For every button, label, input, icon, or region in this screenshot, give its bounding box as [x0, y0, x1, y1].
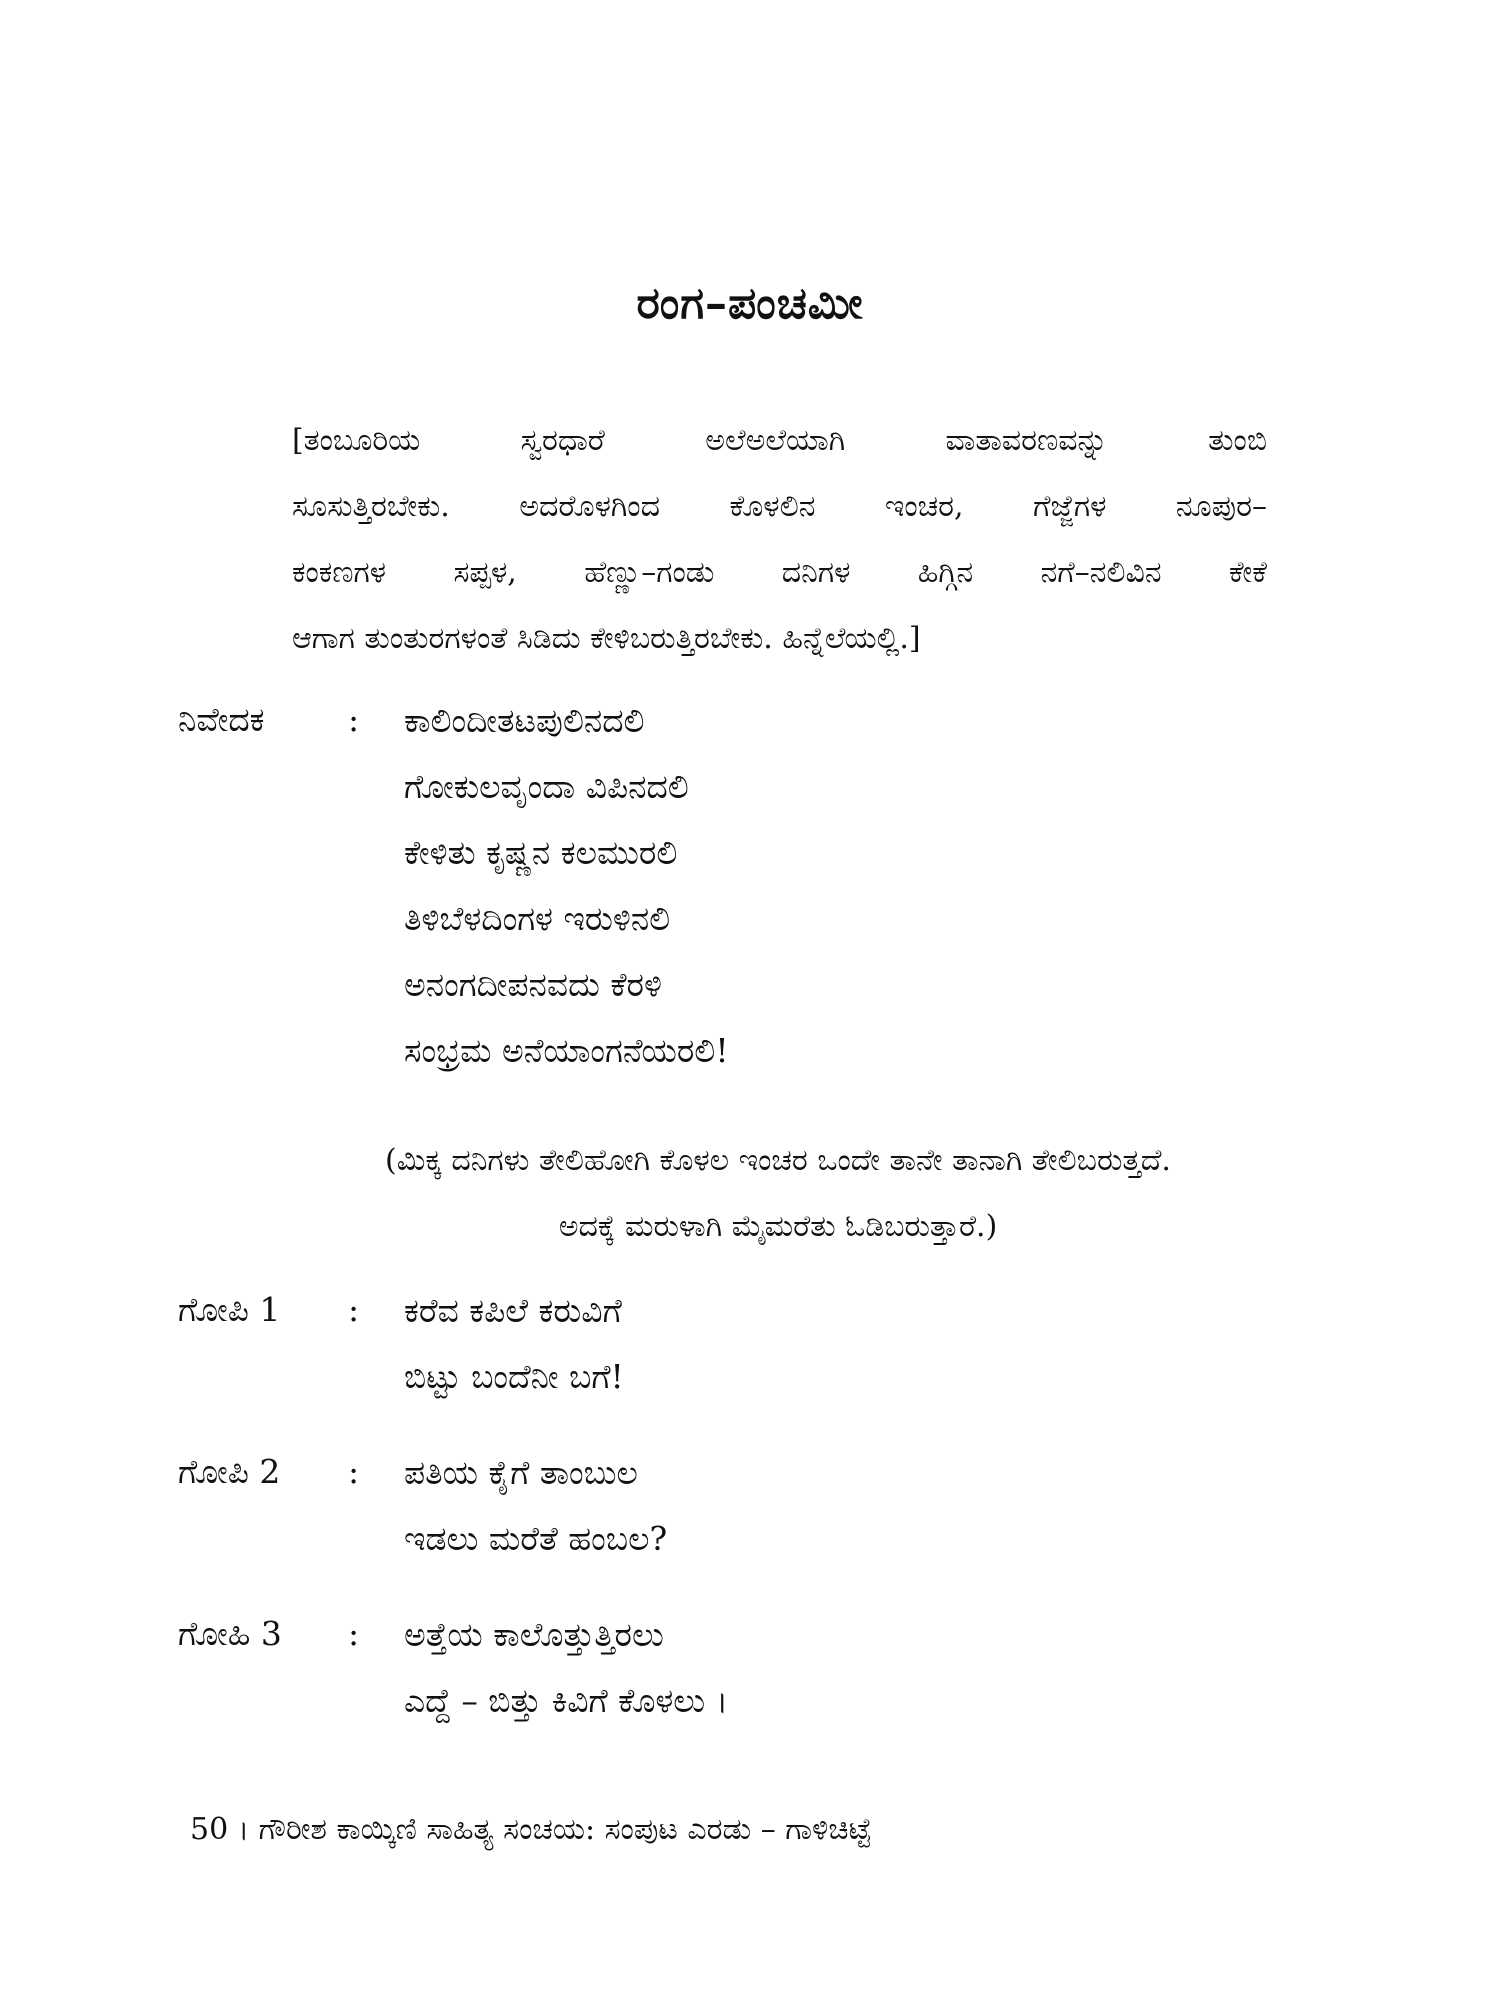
verse-lines	[404, 1614, 1264, 1746]
intro-line: ಆಗಾಗ ತುಂತುರಗಳಂತೆ ಸಿಡಿದು ಕೇಳಿಬರುತ್ತಿರಬೇಕು. ಹಿನ್ನೆಲೆಯಲ್ಲಿ.]	[292, 621, 921, 656]
verse-line: ಸಂಭ್ರಮ ಅನೆಯಾಂಗನೆಯರಲಿ!	[404, 1031, 729, 1070]
stage-direction-line: (ಮಿಕ್ಕ ದನಿಗಳು ತೇಲಿಹೋಗಿ ಕೊಳಲ ಇಂಚರ ಒಂದೇ ತಾನೇ ತಾನಾಗಿ ತೇಲಿಬರುತ್ತದೆ.	[385, 1143, 1171, 1178]
intro-stage-direction	[292, 408, 1267, 672]
page-title: ರಂಗ–ಪಂಚಮೀ	[636, 278, 864, 329]
verse-line: ಗೋಕುಲವೃಂದಾ ವಿಪಿನದಲಿ	[404, 767, 689, 806]
verse-line: ಅನಂಗದೀಪನವದು ಕೆರಳಿ	[404, 965, 662, 1004]
verse-line: ಕರೆವ ಕಪಿಲೆ ಕರುವಿಗೆ	[404, 1291, 622, 1330]
speaker-colon: :	[348, 1452, 360, 1491]
speaker-colon: :	[348, 1614, 360, 1653]
verse-line: ಕೇಳಿತು ಕೃಷ್ಣನ ಕಲಮುರಲಿ	[404, 833, 678, 872]
intro-line: ಸೂಸುತ್ತಿರಬೇಕು. ಅದರೊಳಗಿಂದ ಕೊಳಲಿನ ಇಂಚರ, ಗೆಜ್ಜೆಗಳ ನೂಪುರ–	[292, 489, 1267, 524]
stage-direction-line: ಅದಕ್ಕೆ ಮರುಳಾಗಿ ಮೈಮರೆತು ಓಡಿಬರುತ್ತಾರೆ.)	[558, 1209, 998, 1244]
speaker-name: ಗೋಪಿ 1	[178, 1290, 281, 1329]
speaker-colon: :	[348, 700, 360, 739]
verse-line: ಇಡಲು ಮರೆತೆ ಹಂಬಲ?	[404, 1519, 668, 1558]
speaker-name: ನಿವೇದಕ	[178, 700, 265, 739]
intro-line: ಕಂಕಣಗಳ ಸಪ್ಪಳ, ಹೆಣ್ಣು–ಗಂಡು ದನಿಗಳ ಹಿಗ್ಗಿನ ನಗೆ–ನಲಿವಿನ ಕೇಕೆ	[292, 555, 1267, 590]
verse-line: ಎದ್ದೆ – ಬಿತ್ತು ಕಿವಿಗೆ ಕೊಳಲು ।	[404, 1681, 729, 1720]
verse-lines	[404, 1290, 1264, 1422]
verse-lines	[404, 700, 1264, 1096]
intro-line: [ತಂಬೂರಿಯ ಸ್ವರಧಾರೆ ಅಲೆಅಲೆಯಾಗಿ ವಾತಾವರಣವನ್ನು ತುಂಬಿ	[292, 423, 1267, 458]
verse-line: ತಿಳಿಬೆಳದಿಂಗಳ ಇರುಳಿನಲಿ	[404, 899, 671, 938]
speaker-colon: :	[348, 1290, 360, 1329]
verse-line: ಅತ್ತೆಯ ಕಾಲೊತ್ತುತ್ತಿರಲು	[404, 1615, 664, 1654]
verse-line: ಕಾಲಿಂದೀತಟಪುಲಿನದಲಿ	[404, 701, 645, 740]
verse-line: ಪತಿಯ ಕೈಗೆ ತಾಂಬುಲ	[404, 1453, 638, 1492]
speaker-name: ಗೋಪಿ 2	[178, 1452, 281, 1491]
stage-direction	[178, 1128, 1378, 1260]
verse-lines	[404, 1452, 1264, 1584]
page-footer: 50 । ಗೌರೀಶ ಕಾಯ್ಕಿಣಿ ಸಾಹಿತ್ಯ ಸಂಚಯ: ಸಂಪುಟ ಎರಡು – ಗಾಳಿಚಿಟ್ಟೆ	[190, 1812, 872, 1847]
speaker-name: ಗೋಹಿ 3	[178, 1614, 282, 1653]
verse-line: ಬಿಟ್ಟು ಬಂದೆನೀ ಬಗೆ!	[404, 1357, 624, 1396]
